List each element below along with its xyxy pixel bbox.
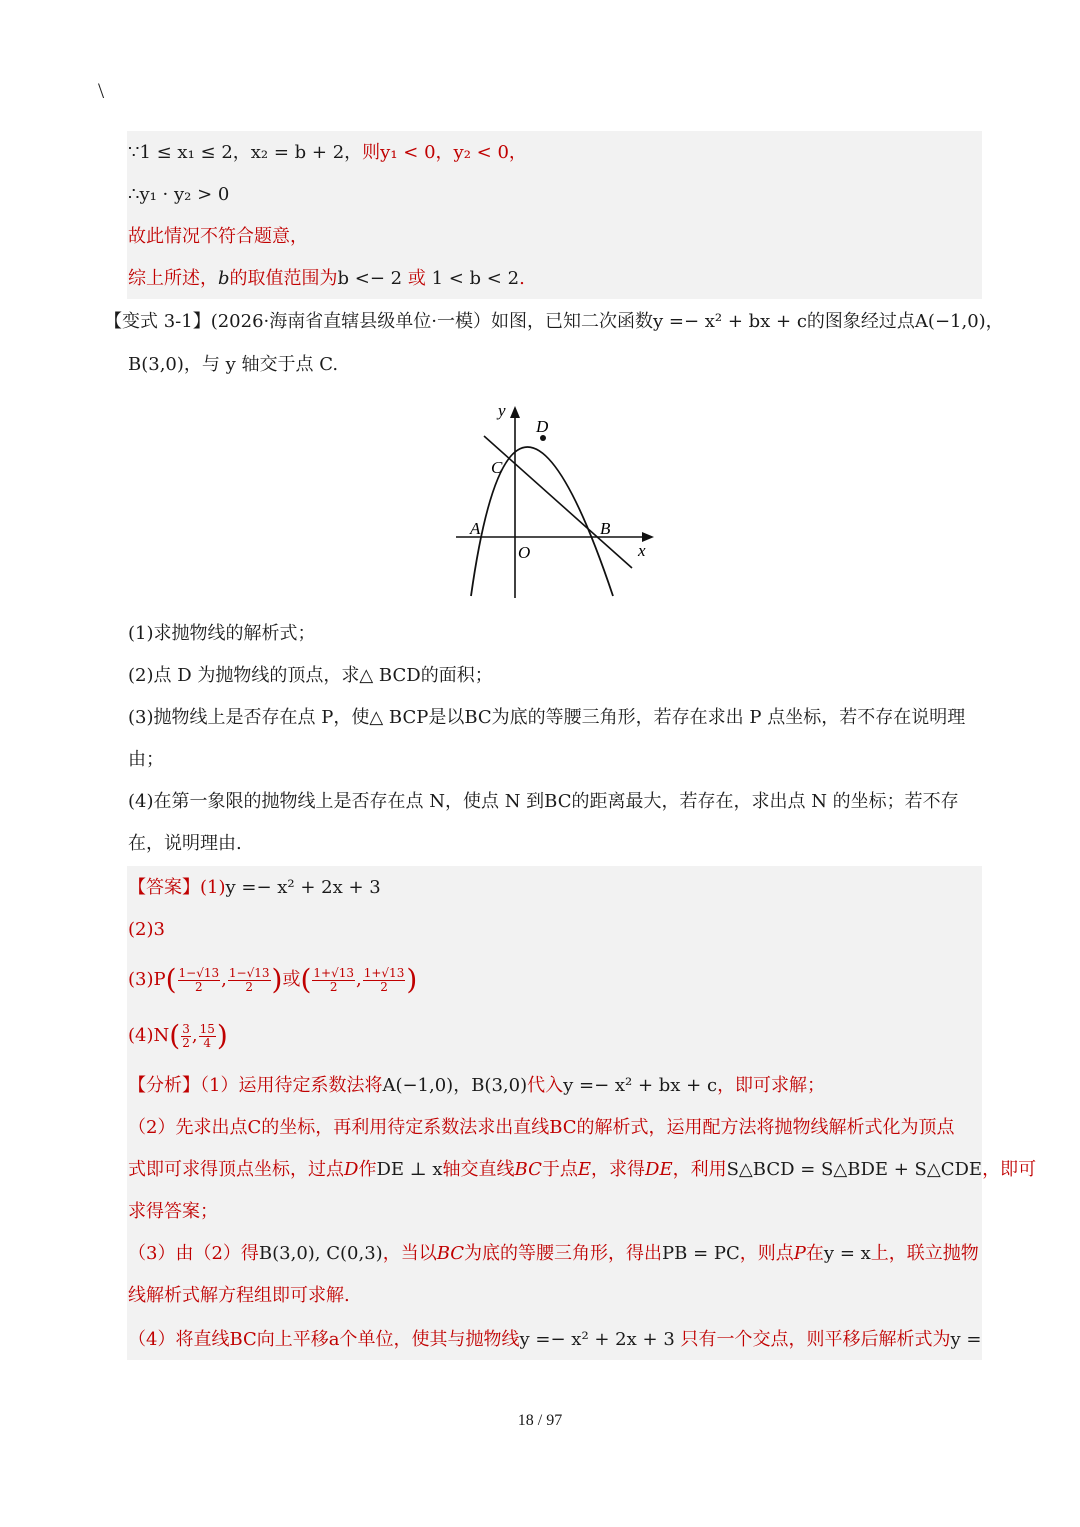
- corner-mark: \: [98, 78, 105, 103]
- question-4-line-1: (4)在第一象限的抛物线上是否存在点 N，使点 N 到BC的距离最大，若存在，求出点 N 的坐标；若不存: [128, 791, 959, 812]
- answer-4-prefix: (4)N: [128, 1025, 170, 1046]
- label-x: x: [638, 541, 646, 560]
- frac-3-3: $\frac{1+√13}{2}$: [313, 965, 354, 994]
- label-o: O: [518, 543, 531, 562]
- analysis-2-line-2: 式即可求得顶点坐标，过点D作DE ⊥ x轴交直线BC于点E，求得DE，利用S△BCD = S△BDE + S△CDE，即可: [128, 1159, 1037, 1180]
- analysis-1: [128, 1074, 825, 1098]
- answer-1-prefix: (1): [200, 877, 226, 898]
- answer-3-prefix: (3)P: [128, 969, 166, 990]
- question-4-line-2: 在，说明理由.: [128, 833, 242, 854]
- prev-solution-l4b: b: [218, 268, 230, 289]
- label-y: y: [498, 401, 506, 420]
- problem-line-1: 【变式 3-1】(2026·海南省直辖县级单位·一模）如图，已知二次函数y =− x² + bx + c的图象经过点A(−1,0)，: [104, 311, 1004, 332]
- label-b: B: [600, 519, 611, 538]
- prev-solution-l4g: .: [519, 268, 525, 289]
- frac-3-1: $\frac{1-√13}{2}$: [178, 965, 220, 994]
- analysis-3-line-2: 线解析式解方程组即可求解.: [128, 1285, 350, 1306]
- analysis-1c: 代入: [527, 1075, 564, 1096]
- prev-solution-l4a: 综上所述，: [128, 268, 218, 289]
- question-2: (2)点 D 为抛物线的顶点，求△ BCD的面积；: [128, 665, 493, 686]
- prev-solution-line-4: [128, 267, 525, 291]
- analysis-2-line-3: 求得答案；: [128, 1201, 218, 1222]
- prev-solution-l4c: 的取值范围为: [229, 268, 338, 289]
- prev-solution-line-1: [128, 141, 527, 165]
- label-c: C: [491, 458, 503, 477]
- answer-3: (3)P( $\frac{1-√13}{2}$ , $\frac{1-√13}{2}$ )或( $\frac{1+√13}{2}$ , $\frac{1+√13}{2}$ ): [128, 963, 418, 996]
- prev-solution-line-3: 故此情况不符合题意，: [128, 226, 308, 247]
- answer-1: [128, 876, 381, 900]
- analysis-tag: 【分析】: [128, 1075, 200, 1096]
- prev-solution-l4d: b <− 2: [337, 268, 403, 289]
- problem-line-2: B(3,0)，与 y 轴交于点 C.: [128, 354, 339, 375]
- prev-solution-l1b: 则y₁ < 0，y₂ < 0，: [362, 142, 527, 163]
- analysis-2-line-1: （2）先求出点C的坐标，再利用待定系数法求出直线BC的解析式，运用配方法将抛物线解析式化为顶点: [128, 1117, 955, 1138]
- analysis-3-line-1: （3）由（2）得B(3,0), C(0,3)，当以BC为底的等腰三角形，得出PB = PC，则点P在y = x上，联立抛物: [128, 1243, 979, 1264]
- label-a: A: [470, 519, 481, 538]
- prev-solution-l4f: 1 < b < 2: [431, 268, 520, 289]
- analysis-4: （4）将直线BC向上平移a个单位，使其与抛物线y =− x² + 2x + 3 只有一个交点，则平移后解析式为y =: [128, 1329, 982, 1350]
- y-axis-arrow: [510, 406, 520, 418]
- answer-3-or: 或: [282, 969, 301, 990]
- line-bc: [484, 436, 632, 568]
- answer-2: (2)3: [128, 919, 165, 940]
- frac-3-4: $\frac{1+√13}{2}$: [363, 965, 405, 994]
- question-3-line-2: 由；: [128, 749, 164, 770]
- answer-tag: 【答案】: [128, 877, 200, 898]
- frac-4-1: $\frac{3}{2}$: [182, 1021, 190, 1050]
- frac-4-2: $\frac{15}{4}$: [199, 1021, 215, 1050]
- analysis-1b: A(−1,0)，B(3,0): [382, 1075, 528, 1096]
- analysis-1a: （1）运用待定系数法将: [200, 1075, 383, 1096]
- question-1: (1)求抛物线的解析式；: [128, 623, 316, 644]
- frac-3-2: $\frac{1-√13}{2}$: [228, 965, 270, 994]
- page-number: 18 / 97: [517, 1412, 563, 1429]
- analysis-1d: y =− x² + bx + c: [563, 1075, 718, 1096]
- prev-solution-l4e: 或: [402, 268, 432, 289]
- answer-4: (4)N( $\frac{3}{2}$ , $\frac{15}{4}$ ): [128, 1019, 228, 1052]
- parabola-figure: [450, 398, 660, 604]
- question-3-line-1: (3)抛物线上是否存在点 P，使△ BCP是以BC为底的等腰三角形，若存在求出 P 点坐标，若不存在说明理: [128, 707, 966, 728]
- prev-solution-line-2: ∴y₁ · y₂ > 0: [128, 184, 230, 205]
- prev-solution-l1a: ∵1 ≤ x₁ ≤ 2，x₂ = b + 2，: [128, 142, 363, 163]
- label-d: D: [536, 417, 549, 436]
- analysis-1e: ，即可求解；: [717, 1075, 826, 1096]
- answer-1-expr: y =− x² + 2x + 3: [225, 877, 381, 898]
